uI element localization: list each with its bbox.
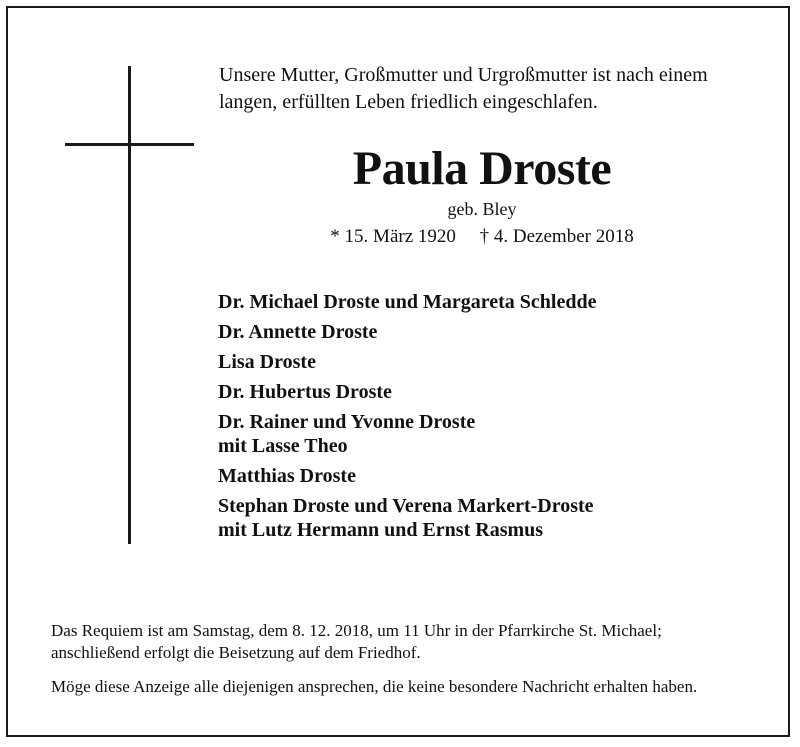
mourner-line: Dr. Hubertus Droste: [218, 381, 392, 403]
mourner-line: Matthias Droste: [218, 465, 356, 487]
funeral-details: [51, 620, 771, 698]
death-date: † 4. Dezember 2018: [479, 226, 634, 247]
mourner-entry: [218, 380, 758, 404]
mourner-line: Stephan Droste und Verena Markert-Droste: [218, 495, 594, 517]
mourner-entry: [218, 320, 758, 344]
cross-icon: [128, 66, 131, 544]
mourner-entry: [218, 290, 758, 314]
mourner-line: Dr. Annette Droste: [218, 321, 378, 343]
mourner-line: Dr. Rainer und Yvonne Droste: [218, 411, 476, 433]
maiden-name: geb. Bley: [447, 199, 517, 219]
mourner-entry: [218, 410, 758, 458]
mourner-entry: [218, 464, 758, 488]
life-dates: [218, 225, 746, 249]
mourner-entry: [218, 494, 758, 542]
deceased-name: Paula Droste: [352, 142, 612, 195]
mourner-entry: [218, 350, 758, 374]
mourner-line: mit Lasse Theo: [218, 435, 348, 457]
mourner-line: Dr. Michael Droste und Margareta Schledde: [218, 291, 597, 313]
closing-note: Möge diese Anzeige alle diejenigen ansprechen, die keine besondere Nachricht erhalten haben.: [51, 677, 698, 696]
cross-icon-bar: [65, 143, 194, 146]
mourner-line: mit Lutz Hermann und Ernst Rasmus: [218, 519, 544, 541]
mourners-list: [218, 290, 758, 548]
intro-line: Unsere Mutter, Großmutter und Urgroßmutter ist nach einem: [219, 64, 708, 86]
mourner-line: Lisa Droste: [218, 351, 316, 373]
requiem-line: Das Requiem ist am Samstag, dem 8. 12. 2018, um 11 Uhr in der Pfarrkirche St. Michael;: [51, 621, 662, 640]
birth-date: * 15. März 1920: [330, 226, 456, 247]
intro-line: langen, erfüllten Leben friedlich eingeschlafen.: [219, 91, 598, 113]
requiem-line: anschließend erfolgt die Beisetzung auf dem Friedhof.: [51, 643, 421, 662]
intro-text: [219, 62, 769, 116]
